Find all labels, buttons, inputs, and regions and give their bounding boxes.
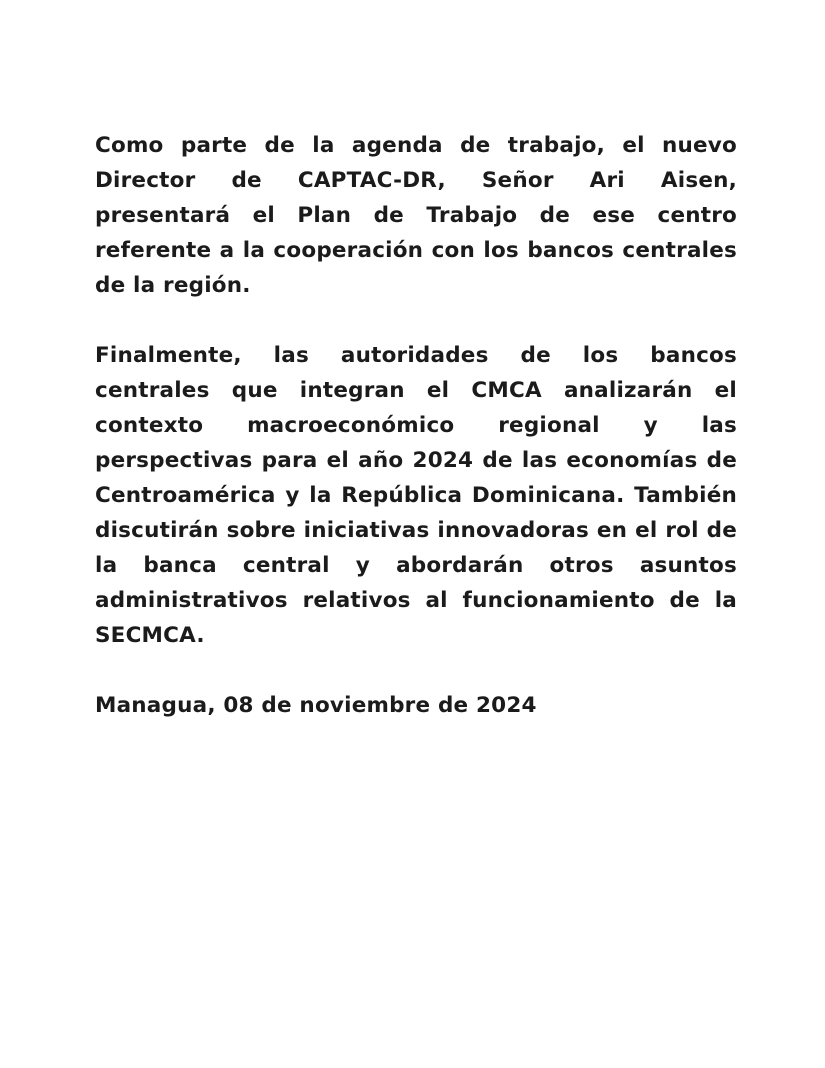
dateline: Managua, 08 de noviembre de 2024	[95, 693, 537, 718]
paragraph-cmca-analisis: Finalmente, las autoridades de los bancos centrales que integran el CMCA analizarán el contexto macroeconómico regional y las perspectivas para el año 2024 de las economías de Centroamérica y la República Dominicana. También discutirán sobre iniciativas innovadoras en el rol de la banca central y abordarán otros asuntos administrativos relativos al funcionamiento de la SECMCA.	[95, 343, 737, 648]
document-text-block	[95, 128, 737, 723]
paragraph-agenda-captac: Como parte de la agenda de trabajo, el nuevo Director de CAPTAC-DR, Señor Ari Aisen, presentará el Plan de Trabajo de ese centro referente a la cooperación con los bancos centrales de la región.	[95, 133, 737, 298]
